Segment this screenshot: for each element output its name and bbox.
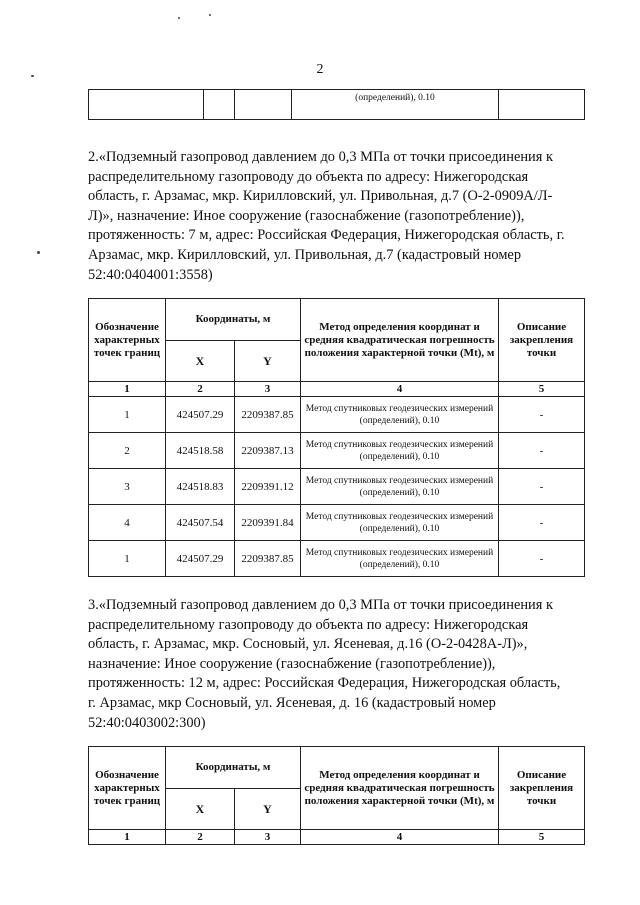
paragraph-line: 52:40:0403002:300): [88, 714, 206, 731]
column-number: 2: [166, 830, 235, 845]
method-cell: Метод спутниковых геодезических измерений (определений), 0.10: [301, 541, 499, 577]
table-cell: [89, 90, 204, 120]
y-cell: 2209391.84: [235, 505, 301, 541]
point-cell: 3: [89, 469, 166, 505]
column-number: 4: [301, 830, 499, 845]
header-x: X: [166, 789, 235, 830]
x-cell: 424507.29: [166, 397, 235, 433]
y-cell: 2209391.12: [235, 469, 301, 505]
paragraph-line: область, г. Арзамас, мкр. Сосновый, ул. Ясеневая, д.16 (О-2-0428А-Л)»,: [88, 636, 528, 653]
header-description: Описание закрепления точки: [499, 299, 585, 382]
desc-cell: -: [499, 433, 585, 469]
column-number: 5: [499, 830, 585, 845]
table-cell: [499, 90, 585, 120]
desc-cell: -: [499, 469, 585, 505]
scan-speck: [209, 14, 211, 16]
column-number: 5: [499, 382, 585, 397]
table-row: [89, 541, 585, 577]
column-number: 1: [89, 382, 166, 397]
method-cell: Метод спутниковых геодезических измерений (определений), 0.10: [301, 469, 499, 505]
table-cell: (определений), 0.10: [292, 90, 499, 120]
scan-speck: [178, 17, 180, 19]
header-x: X: [166, 341, 235, 382]
column-number: 2: [166, 382, 235, 397]
column-number: 3: [235, 382, 301, 397]
table-row: [89, 397, 585, 433]
section-3-paragraph: [88, 596, 584, 733]
paragraph-line: 3.«Подземный газопровод давлением до 0,3 МПа от точки присоединения к: [88, 597, 553, 613]
header-coords: Координаты, м: [166, 299, 301, 341]
column-number: 3: [235, 830, 301, 845]
coordinates-table-3: [88, 746, 585, 845]
y-cell: 2209387.13: [235, 433, 301, 469]
page-number: 2: [316, 62, 324, 77]
point-cell: 2: [89, 433, 166, 469]
header-description: Описание закрепления точки: [499, 747, 585, 830]
paragraph-line: Л)», назначение: Иное сооружение (газоснабжение (газопотребление)),: [88, 207, 525, 224]
header-method: Метод определения координат и средняя квадратическая погрешность положения характерной точки (Mt), м: [301, 747, 499, 830]
paragraph-line: Арзамас, мкр. Кирилловский, ул. Привольная, д.7 (кадастровый номер: [88, 246, 522, 263]
header-method: Метод определения координат и средняя квадратическая погрешность положения характерной точки (Mt), м: [301, 299, 499, 382]
header-coords: Координаты, м: [166, 747, 301, 789]
point-cell: 4: [89, 505, 166, 541]
method-cell: Метод спутниковых геодезических измерений (определений), 0.10: [301, 505, 499, 541]
x-cell: 424507.29: [166, 541, 235, 577]
header-y: Y: [235, 789, 301, 830]
header-y: Y: [235, 341, 301, 382]
section-2-paragraph: [88, 148, 584, 285]
column-number: 4: [301, 382, 499, 397]
method-cell: Метод спутниковых геодезических измерений (определений), 0.10: [301, 433, 499, 469]
header-designation: Обозначение характерных точек границ: [89, 299, 166, 382]
table-fragment-top: [88, 89, 585, 120]
paragraph-line: распределительному газопроводу до объекта по адресу: Нижегородская: [88, 616, 529, 633]
x-cell: 424518.83: [166, 469, 235, 505]
point-cell: 1: [89, 541, 166, 577]
coordinates-table-2: [88, 298, 585, 577]
desc-cell: -: [499, 541, 585, 577]
table-row: [89, 505, 585, 541]
x-cell: 424507.54: [166, 505, 235, 541]
table-cell: [235, 90, 292, 120]
paragraph-line: протяженность: 7 м, адрес: Российская Федерация, Нижегородская область, г.: [88, 227, 565, 244]
y-cell: 2209387.85: [235, 541, 301, 577]
paragraph-line: область, г. Арзамас, мкр. Кирилловский, ул. Привольная, д.7 (О-2-0909А/Л-: [88, 188, 553, 205]
table-cell: [204, 90, 235, 120]
x-cell: 424518.58: [166, 433, 235, 469]
table-row: [89, 469, 585, 505]
paragraph-line: г. Арзамас, мкр Сосновый, ул. Ясеневая, д. 16 (кадастровый номер: [88, 694, 496, 711]
method-cell: Метод спутниковых геодезических измерений (определений), 0.10: [301, 397, 499, 433]
point-cell: 1: [89, 397, 166, 433]
desc-cell: -: [499, 397, 585, 433]
table-row: [89, 433, 585, 469]
paragraph-line: назначение: Иное сооружение (газоснабжение (газопотребление)),: [88, 655, 496, 672]
column-number: 1: [89, 830, 166, 845]
y-cell: 2209387.85: [235, 397, 301, 433]
paragraph-line: распределительному газопроводу до объекта по адресу: Нижегородская: [88, 168, 529, 185]
paragraph-line: 2.«Подземный газопровод давлением до 0,3 МПа от точки присоединения к: [88, 149, 553, 165]
paragraph-line: протяженность: 12 м, адрес: Российская Федерация, Нижегородская область,: [88, 675, 561, 692]
scan-speck: [37, 251, 40, 254]
header-designation: Обозначение характерных точек границ: [89, 747, 166, 830]
desc-cell: -: [499, 505, 585, 541]
paragraph-line: 52:40:0404001:3558): [88, 266, 213, 283]
